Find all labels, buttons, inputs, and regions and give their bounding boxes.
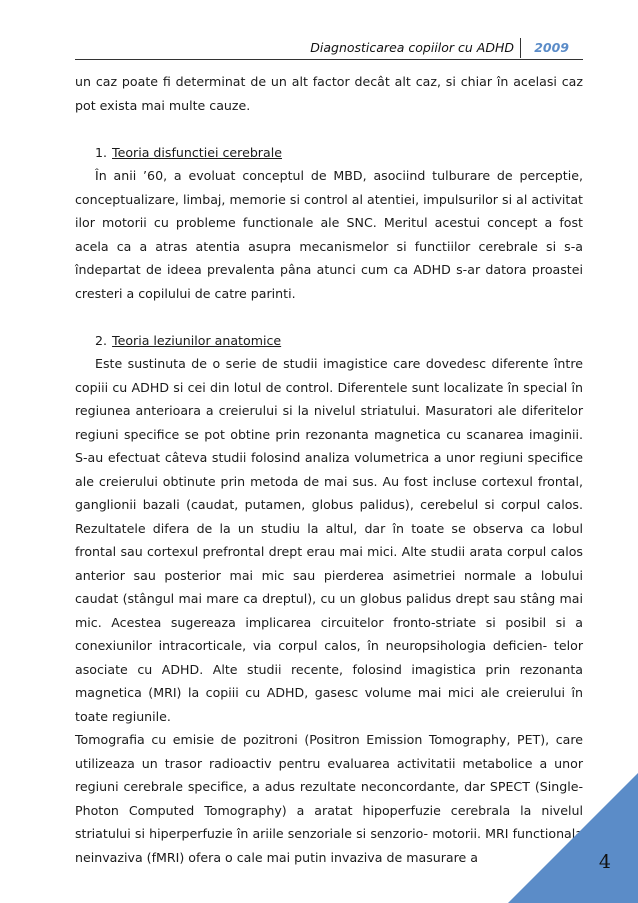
header-separator: [520, 38, 521, 58]
page-number: 4: [598, 851, 611, 873]
section-paragraph-1: În anii ’60, a evoluat conceptul de MBD, asociind tulburare de perceptie, conceptualizare, limbaj, memorie si control al atentiei, impulsurilor si al activitat ilor motorii cu probleme functionale ale SNC. Meritul acestui concept a fost acela ca a atras atentia asupra mecanismelor si functiilor cerebrale si s-a îndepartat de ideea prevalenta pâna atunci cum ca ADHD s-ar datora proastei cresteri a copilului de catre parinti.: [75, 168, 583, 301]
corner-decoration: [508, 773, 638, 903]
paragraph-gap: [75, 117, 583, 141]
page-body: [75, 70, 583, 869]
header-rule: [75, 59, 583, 60]
page-header: [75, 38, 583, 60]
header-year: 2009: [534, 40, 569, 55]
section-heading-1: [75, 141, 583, 165]
intro-paragraph: un caz poate fi determinat de un alt factor decât alt caz, si chiar în acelasi caz pot exista mai multe cauze.: [75, 74, 583, 113]
section-title: Teoria disfunctiei cerebrale: [112, 144, 282, 160]
section-paragraph-3: Tomografia cu emisie de pozitroni (Positron Emission Tomography, PET), care utilizeaza un trasor radioactiv pentru evaluarea activitatii metabolice a unor regiuni cerebrale specifice, a adus rezultate neconcordante, dar SPECT (Single-Photon Computed Tomography) a aratat hipoperfuzie cerebrala la nivelul striatului si hiperperfuzie în ariile senzoriale si senzorio- motorii. MRI functionala neinvaziva (fMRI) ofera o cale mai putin invaziva de masurare a: [75, 732, 583, 865]
paragraph-gap: [75, 305, 583, 329]
section-number: 2.: [95, 332, 108, 348]
section-title: Teoria leziunilor anatomice: [112, 332, 282, 348]
section-paragraph-2: Este sustinuta de o serie de studii imagistice care dovedesc diferente între copiii cu ADHD si cei din lotul de control. Diferentele sunt localizate în special în regiunea anterioara a creierului si la nivelul striatului. Masuratori ale diferitelor regiuni specifice se pot obtine prin rezonanta magnetica cu scanarea imaginii. S-au efectuat câteva studii folosind analiza volumetrica a unor regiuni specifice ale creierului obtinute prin metoda de mai sus. Au fost incluse cortexul frontal, ganglionii bazali (caudat, putamen, globus palidus), cerebelul si corpul calos. Rezultatele difera de la un studiu la altul, dar în toate se observa ca lobul frontal sau cortexul prefrontal drept erau mai mici. Alte studii arata corpul calos anterior sau posterior mai mic sau pierderea asimetriei normale a lobului caudat (stângul mai mare ca dreptul), cu un globus palidus drept sau stâng mai mic. Acestea sugereaza implicarea circuitelor fronto-striate si posibil si a conexiunilor intracorticale, via corpul calos, în neuropsihologia deficien- telor asociate cu ADHD. Alte studii recente, folosind imagistica prin rezonanta magnetica (MRI) la copiii cu ADHD, gasesc volume mai mici ale creierului în toate regiunile.: [75, 356, 583, 724]
header-title: Diagnosticarea copiilor cu ADHD: [310, 40, 514, 55]
section-heading-2: [75, 329, 583, 353]
section-number: 1.: [95, 144, 108, 160]
